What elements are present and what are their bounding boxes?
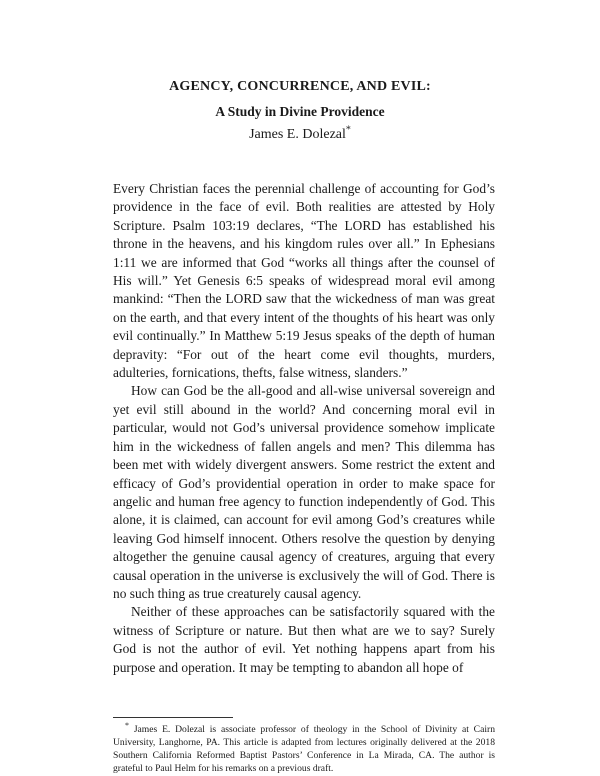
- article-body: [113, 180, 495, 677]
- footnote-text: James E. Dolezal is associate professor of theology in the School of Divinity at Cairn University, Langhorne, PA. This article is adapted from lectures originally delivered at the 2018 Southern California Reformed Baptist Pastors’ Conference in La Mirada, CA. The author is grateful to Paul Helm for his remarks on a previous draft.: [113, 724, 495, 774]
- article-author: [0, 124, 600, 143]
- footnote: [113, 720, 495, 775]
- body-paragraph-3: Neither of these approaches can be satisfactorily squared with the witness of Scripture or nature. But then what are we to say? Surely God is not the author of evil. Yet nothing happens apart from his purpose and operation. It may be tempting to abandon all hope of: [113, 604, 495, 675]
- footnote-mark: *: [125, 720, 129, 730]
- body-paragraph-1: Every Christian faces the perennial challenge of accounting for God’s providence in the face of evil. Both realities are attested by Holy Scripture. Psalm 103:19 declares, “The LORD has established his throne in the heavens, and his kingdom rules over all.” In Ephesians 1:11 we are informed that God “works all things after the counsel of His will.” Yet Genesis 6:5 speaks of widespread moral evil among mankind: “Then the LORD saw that the wickedness of man was great on the earth, and that every intent of the thoughts of his heart was only evil continually.” In Matthew 5:19 Jesus speaks of the depth of human depravity: “For out of the heart come evil thoughts, murders, adulteries, fornications, thefts, false witness, slanders.”: [113, 181, 495, 381]
- author-footnote-mark[interactable]: *: [345, 124, 351, 136]
- article-title: AGENCY, CONCURRENCE, AND EVIL:: [169, 79, 431, 94]
- footnote-divider: [113, 717, 233, 718]
- author-name: James E. Dolezal: [249, 127, 346, 142]
- article-subtitle: A Study in Divine Providence: [215, 104, 385, 119]
- body-paragraph-2: How can God be the all-good and all-wise universal sovereign and yet evil still abound in the world? And concerning moral evil in particular, would not God’s universal providence somehow implicate him in the wickedness of fallen angels and men? This dilemma has been met with widely divergent answers. Some restrict the extent and efficacy of God’s providential operation in order to make space for angelic and human free agency to function independently of God. This alone, it is claimed, can account for evil among God’s creatures while leaving God himself innocent. Others resolve the question by denying altogether the genuine causal agency of creatures, arguing that every causal operation in the universe is exclusively the will of God. There is no such thing as true creaturely causal agency.: [113, 383, 495, 601]
